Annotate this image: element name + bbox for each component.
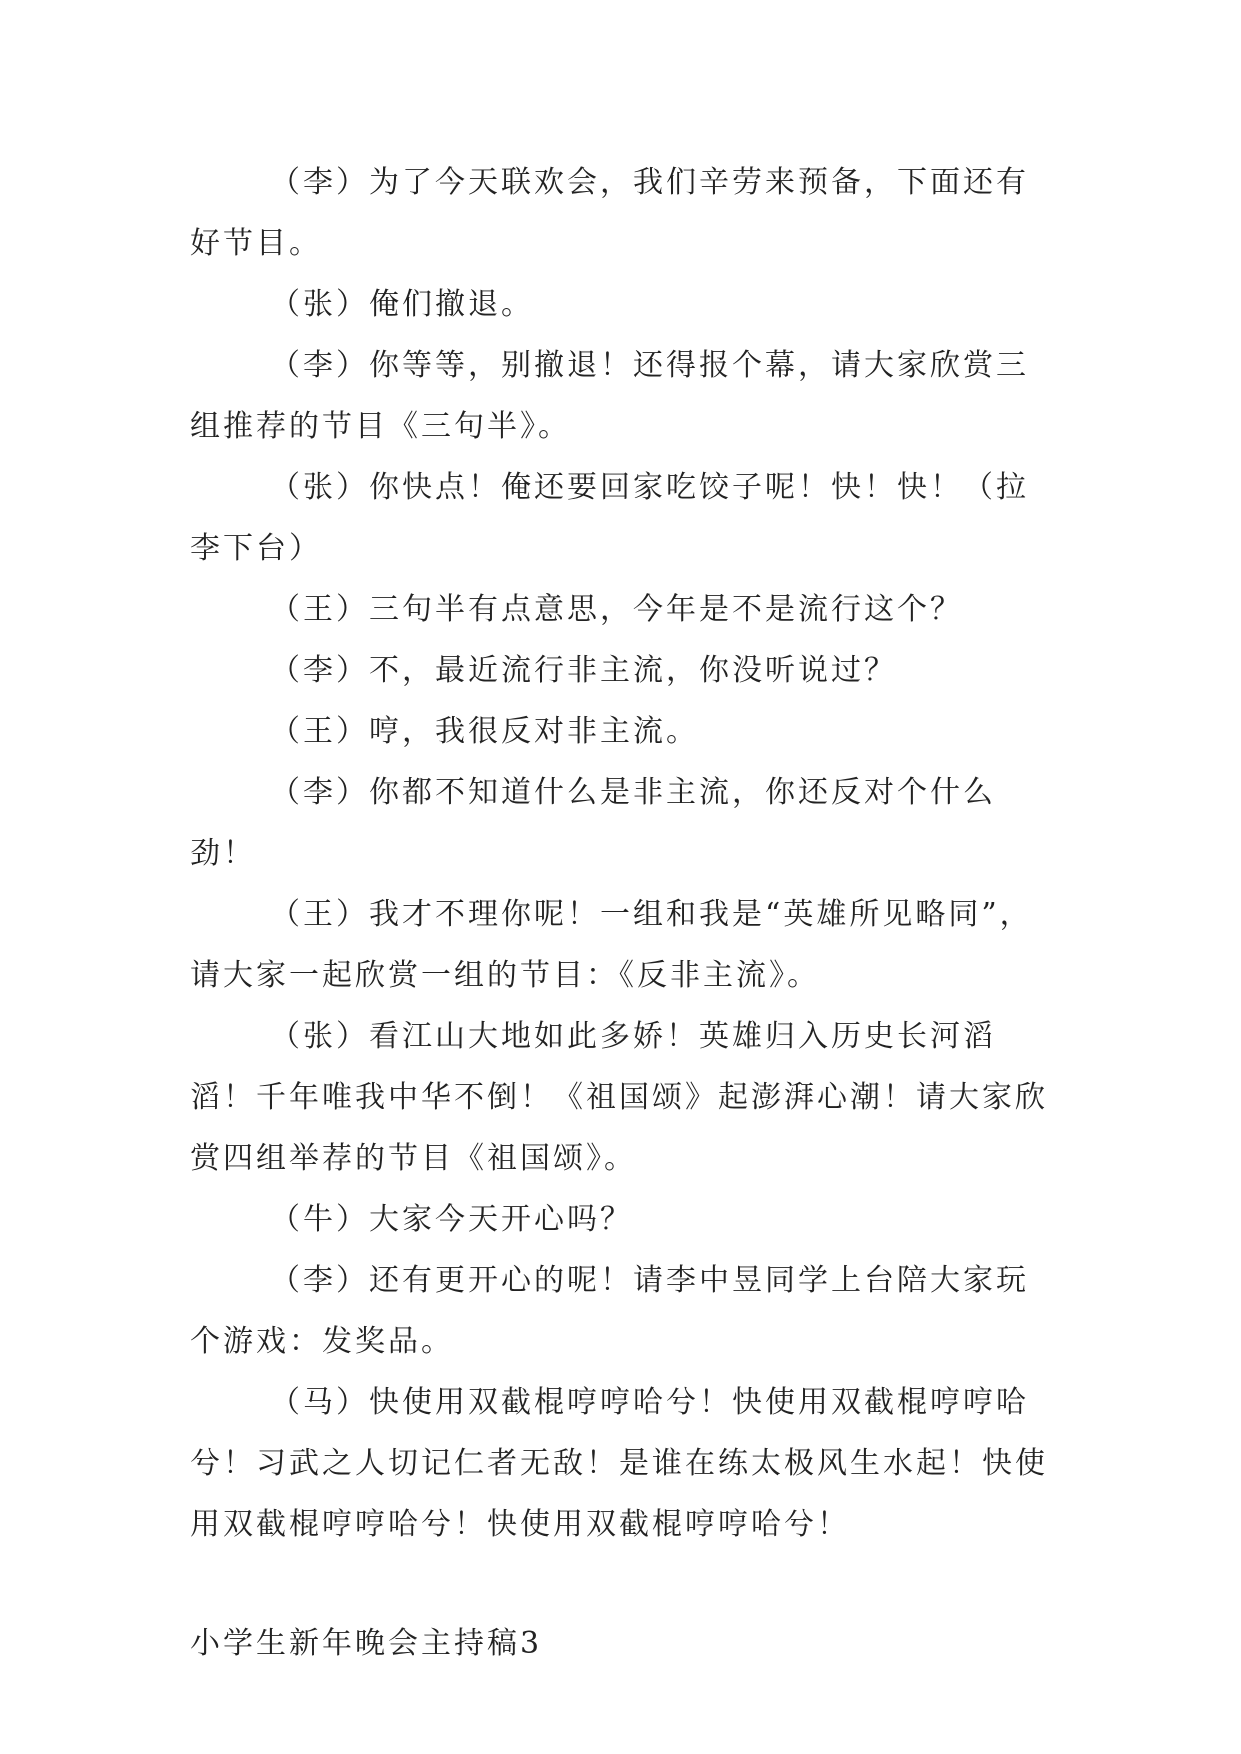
paragraph: （李）还有更开心的呢！请李中昱同学上台陪大家玩个游戏：发奖品。 bbox=[190, 1263, 1029, 1359]
document-body bbox=[190, 152, 1050, 1674]
paragraph: （王）哼，我很反对非主流。 bbox=[270, 714, 699, 749]
paragraph: （牛）大家今天开心吗？ bbox=[270, 1202, 633, 1237]
paragraph: （李）你等等，别撤退！还得报个幕，请大家欣赏三组推荐的节目《三句半》。 bbox=[190, 348, 1029, 444]
paragraph: （张）看江山大地如此多娇！英雄归入历史长河滔滔！千年唯我中华不倒！《祖国颂》起澎湃心潮！请大家欣赏四组举荐的节目《祖国颂》。 bbox=[190, 1019, 1048, 1176]
paragraph: （李）为了今天联欢会，我们辛劳来预备，下面还有好节目。 bbox=[190, 165, 1029, 261]
paragraph: （张）你快点！俺还要回家吃饺子呢！快！快！（拉李下台） bbox=[190, 470, 1029, 566]
section-heading: 小学生新年晚会主持稿3 bbox=[190, 1626, 543, 1661]
paragraph: （马）快使用双截棍哼哼哈兮！快使用双截棍哼哼哈兮！习武之人切记仁者无敌！是谁在练太极风生水起！快使用双截棍哼哼哈兮！快使用双截棍哼哼哈兮！ bbox=[190, 1385, 1048, 1542]
section-gap bbox=[190, 1555, 1050, 1613]
paragraph: （王）三句半有点意思，今年是不是流行这个？ bbox=[270, 592, 963, 627]
paragraph: （李）不，最近流行非主流，你没听说过？ bbox=[270, 653, 897, 688]
paragraph: （李）你都不知道什么是非主流，你还反对个什么劲！ bbox=[190, 775, 996, 871]
paragraph: （张）俺们撤退。 bbox=[270, 287, 534, 322]
paragraph: （王）我才不理你呢！一组和我是“英雄所见略同”，请大家一起欣赏一组的节目：《反非主流》。 bbox=[190, 897, 1033, 993]
